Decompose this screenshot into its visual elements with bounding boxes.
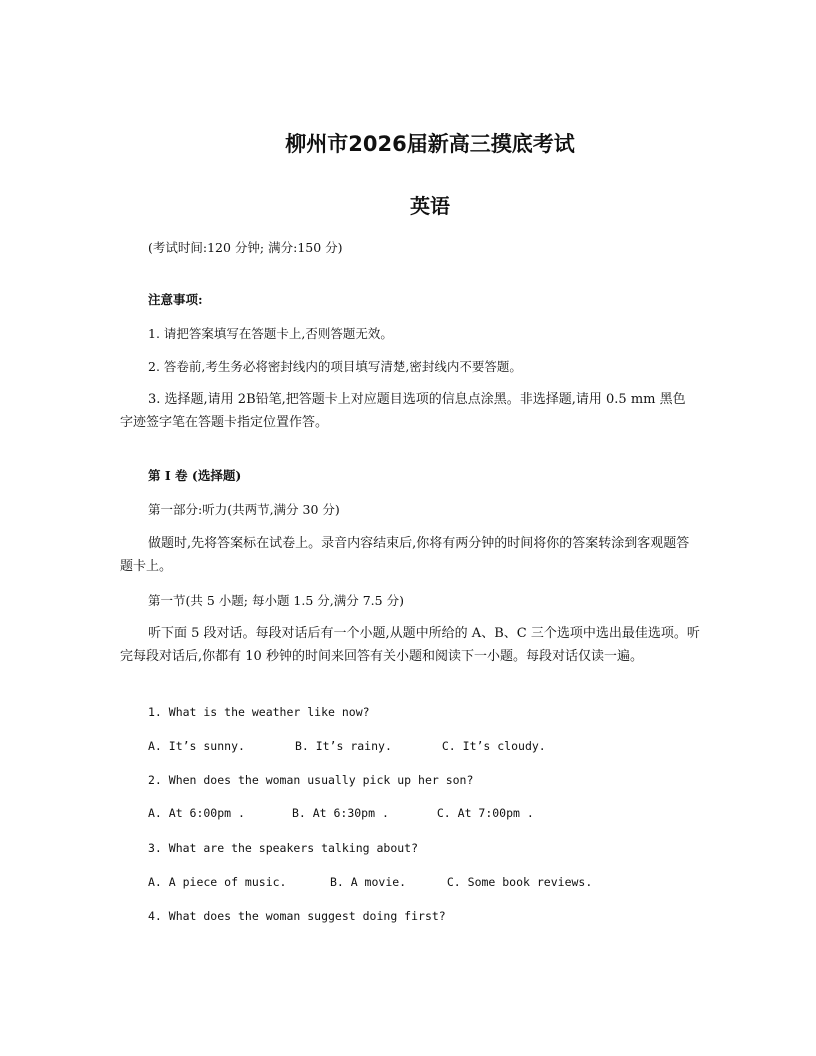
section1-heading: 第一节(共 5 小题; 每小题 1.5 分,满分 7.5 分): [148, 593, 404, 608]
question-1-options: [148, 739, 546, 753]
part1-intro: 做题时,先将答案标在试卷上。录音内容结束后,你将有两分钟的时间将你的答案转涂到客观题答题卡上。: [120, 536, 690, 574]
question-2-option-a: A. At 6:00pm .: [148, 806, 245, 820]
question-2-option-b: B. At 6:30pm .: [291, 806, 389, 820]
question-3-option-a: A. A piece of music.: [148, 875, 287, 889]
question-3-option-b: B. A movie.: [329, 875, 407, 889]
question-1-option-b: B. It’s rainy.: [294, 739, 392, 753]
note-item-2: 2. 答卷前,考生务必将密封线内的项目填写清楚,密封线内不要答题。: [148, 359, 522, 374]
question-2-option-c: C. At 7:00pm .: [436, 806, 534, 820]
question-3-options: [148, 875, 592, 889]
exam-info: (考试时间:120 分钟; 满分:150 分): [148, 240, 343, 255]
part1-heading: 第一部分:听力(共两节,满分 30 分): [148, 502, 340, 517]
exam-title: 柳州市2026届新高三摸底考试: [285, 132, 575, 156]
question-1-option-c: C. It’s cloudy.: [441, 739, 546, 753]
volume-heading: 第 Ⅰ 卷 (选择题): [148, 468, 242, 483]
question-2-options: [148, 806, 534, 820]
subject-title: 英语: [410, 194, 450, 218]
question-1-option-a: A. It’s sunny.: [148, 739, 245, 753]
notes-heading: 注意事项:: [148, 292, 203, 307]
question-1-stem: 1. What is the weather like now?: [148, 705, 370, 719]
note-item-1: 1. 请把答案填写在答题卡上,否则答题无效。: [148, 326, 393, 341]
question-3-option-c: C. Some book reviews.: [446, 875, 593, 889]
question-2-stem: 2. When does the woman usually pick up her son?: [148, 773, 474, 787]
question-4-stem: 4. What does the woman suggest doing first?: [148, 909, 446, 923]
note-item-3: 3. 选择题,请用 2B铅笔,把答题卡上对应题目选项的信息点涂黑。非选择题,请用 0.5 mm 黑色字迹签字笔在答题卡指定位置作答。: [120, 392, 686, 430]
question-3-stem: 3. What are the speakers talking about?: [148, 841, 419, 855]
section1-intro: 听下面 5 段对话。每段对话后有一个小题,从题中所给的 A、B、C 三个选项中选出最佳选项。听完每段对话后,你都有 10 秒钟的时间来回答有关小题和阅读下一小题。每段对话仅读一遍。: [120, 626, 700, 664]
